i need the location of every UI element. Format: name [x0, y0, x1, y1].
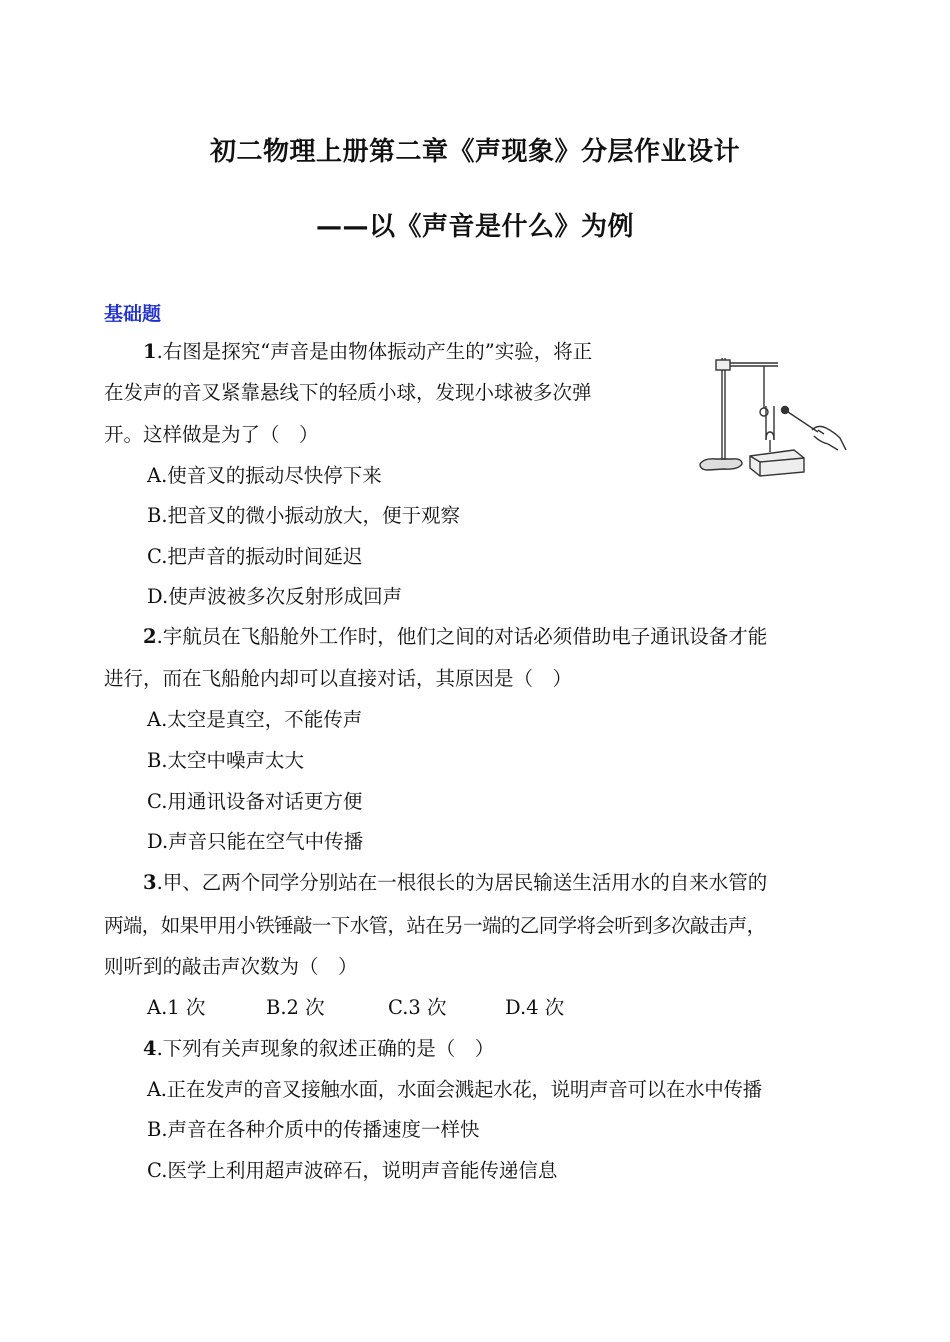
question-3-line-1: 3.甲、乙两个同学分别站在一根很长的为居民输送生活用水的自来水管的	[143, 871, 768, 894]
question-number: 4	[143, 1037, 157, 1060]
question-3-option-c: C.3 次	[388, 996, 447, 1019]
question-2-line-1: 2.宇航员在飞船舱外工作时，他们之间的对话必须借助电子通讯设备才能	[143, 625, 768, 648]
question-2-option-b: B.太空中噪声太大	[147, 749, 305, 772]
question-3-line-2: 两端，如果甲用小铁锤敲一下水管，站在另一端的乙同学将会听到多次敲击声，	[104, 914, 766, 937]
question-2-line-2: 进行，而在飞船舱内却可以直接对话，其原因是（ ）	[104, 667, 573, 690]
question-3-option-b: B.2 次	[266, 996, 325, 1019]
question-4-option-a: A.正在发声的音叉接触水面，水面会溅起水花，说明声音可以在水中传播	[147, 1078, 762, 1101]
question-2-option-c: C.用通讯设备对话更方便	[147, 790, 363, 813]
question-3-line-3: 则听到的敲击声次数为（ ）	[104, 955, 358, 978]
question-1-option-d: D.使声波被多次反射形成回声	[147, 585, 403, 608]
section-heading: 基础题	[104, 303, 162, 325]
question-4-line-1: 4.下列有关声现象的叙述正确的是（ ）	[143, 1037, 495, 1060]
question-1-option-c: C.把声音的振动时间延迟	[147, 545, 363, 568]
question-number: 1	[143, 340, 157, 363]
question-1-option-b: B.把音叉的微小振动放大，便于观察	[147, 504, 461, 527]
page-title: 初二物理上册第二章《声现象》分层作业设计	[209, 137, 740, 167]
question-1-option-a: A.使音叉的振动尽快停下来	[147, 464, 382, 487]
tuning-fork-apparatus-figure	[694, 346, 850, 480]
question-3-option-a: A.1 次	[147, 996, 206, 1019]
question-number: 3	[143, 871, 157, 894]
question-number: 2	[143, 625, 157, 648]
question-1-line-1: 1.右图是探究“声音是由物体振动产生的”实验，将正	[143, 340, 593, 363]
question-4-option-c: C.医学上利用超声波碎石，说明声音能传递信息	[147, 1159, 558, 1182]
question-1-line-2: 在发声的音叉紧靠悬线下的轻质小球，发现小球被多次弹	[104, 381, 592, 404]
question-1-line-3: 开。这样做是为了（ ）	[104, 423, 319, 446]
question-2-option-a: A.太空是真空，不能传声	[147, 708, 363, 731]
page-subtitle: ——以《声音是什么》为例	[315, 212, 634, 242]
question-4-option-b: B.声音在各种介质中的传播速度一样快	[147, 1118, 480, 1141]
question-3-option-d: D.4 次	[505, 996, 565, 1019]
question-2-option-d: D.声音只能在空气中传播	[147, 830, 364, 853]
